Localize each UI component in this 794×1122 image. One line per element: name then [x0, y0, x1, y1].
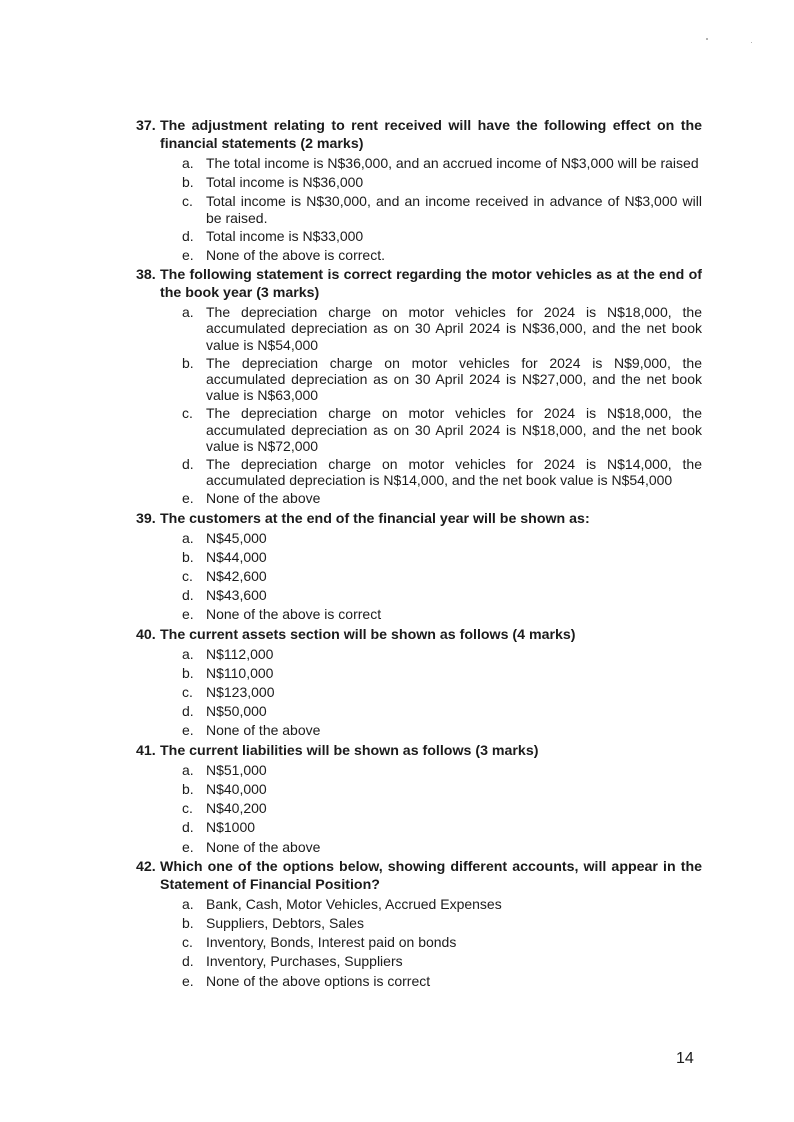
question-1	[136, 117, 702, 263]
option-letter: e.	[182, 972, 194, 989]
question-text: The following statement is correct regarding the motor vehicles as at the end of the book year (3 marks)	[160, 267, 702, 302]
option-letter: c.	[182, 568, 193, 585]
answer-option	[136, 781, 702, 797]
option-text: Total income is N$36,000	[206, 174, 364, 191]
option-letter: c.	[182, 934, 193, 951]
option-letter: a.	[182, 645, 194, 662]
option-letter: b.	[182, 780, 194, 797]
answer-options	[136, 304, 702, 506]
question-heading	[136, 266, 702, 302]
answer-option	[136, 405, 702, 454]
option-text: None of the above options is correct	[206, 972, 431, 989]
answer-option	[136, 355, 702, 404]
option-text: Bank, Cash, Motor Vehicles, Accrued Expenses	[206, 895, 502, 912]
option-text: Inventory, Bonds, Interest paid on bonds	[206, 934, 457, 951]
option-text: None of the above is correct	[206, 606, 382, 623]
option-letter: e.	[182, 838, 194, 855]
question-number: 38.	[136, 267, 156, 284]
option-letter: b.	[182, 664, 194, 681]
option-text: N$1000	[206, 819, 256, 836]
question-4	[136, 626, 702, 739]
option-letter: d.	[182, 953, 194, 970]
option-text: The depreciation charge on motor vehicles for 2024 is N$14,000, the accumulated depreciation is N$14,000, and the net book value is N$54,000	[206, 456, 702, 489]
question-6	[136, 858, 702, 989]
option-letter: c.	[182, 405, 193, 422]
option-text: N$50,000	[206, 703, 267, 720]
option-letter: d.	[182, 819, 194, 836]
answer-option	[136, 456, 702, 488]
option-text: The depreciation charge on motor vehicles for 2024 is N$18,000, the accumulated depreciation as on 30 April 2024 is N$36,000, and the net book value is N$54,000	[206, 304, 702, 353]
question-5	[136, 742, 702, 855]
question-3	[136, 510, 702, 623]
answer-option	[136, 606, 702, 622]
option-text: Inventory, Purchases, Suppliers	[206, 953, 403, 970]
answer-options	[136, 155, 702, 263]
question-text: Which one of the options below, showing different accounts, will appear in the Statement of Financial Position?	[160, 858, 702, 893]
option-letter: d.	[182, 587, 194, 604]
answer-option	[136, 530, 702, 546]
answer-options	[136, 646, 702, 739]
option-letter: a.	[182, 761, 194, 778]
question-text: The adjustment relating to rent received will have the following effect on the financial statements (2 marks)	[160, 118, 702, 152]
answer-option	[136, 722, 702, 738]
option-text: Total income is N$33,000	[206, 227, 364, 244]
answer-option	[136, 953, 702, 969]
answer-option	[136, 155, 702, 171]
option-letter: a.	[182, 155, 194, 171]
question-text: The current assets section will be shown as follows (4 marks)	[160, 626, 576, 643]
option-letter: e.	[182, 722, 194, 739]
option-text: Suppliers, Debtors, Sales	[206, 914, 364, 931]
option-letter: c.	[182, 193, 193, 210]
option-text: N$43,600	[206, 587, 267, 604]
answer-option	[136, 304, 702, 353]
question-heading	[136, 117, 702, 153]
answer-option	[136, 568, 702, 584]
answer-option	[136, 174, 702, 190]
answer-option	[136, 193, 702, 225]
scan-speck	[706, 38, 708, 40]
answer-option	[136, 490, 702, 506]
answer-option	[136, 896, 702, 912]
question-text: The current liabilities will be shown as follows (3 marks)	[160, 742, 539, 759]
option-text: None of the above	[206, 490, 321, 507]
question-number: 41.	[136, 742, 156, 759]
question-number: 42.	[136, 858, 156, 875]
option-text: The total income is N$36,000, and an accrued income of N$3,000 will be raised	[206, 155, 699, 171]
option-letter: a.	[182, 895, 194, 912]
question-list	[136, 117, 702, 992]
option-letter: e.	[182, 247, 194, 264]
option-letter: d.	[182, 703, 194, 720]
option-letter: e.	[182, 606, 194, 623]
option-text: None of the above	[206, 838, 321, 855]
question-heading	[136, 626, 702, 644]
option-text: N$45,000	[206, 529, 267, 546]
answer-option	[136, 915, 702, 931]
answer-option	[136, 819, 702, 835]
option-text: N$40,000	[206, 780, 267, 797]
answer-option	[136, 762, 702, 778]
question-number: 37.	[136, 118, 156, 134]
answer-options	[136, 530, 702, 623]
option-letter: b.	[182, 174, 194, 191]
question-number: 39.	[136, 510, 156, 527]
option-text: None of the above is correct.	[206, 247, 385, 264]
answer-option	[136, 839, 702, 855]
question-2	[136, 266, 702, 506]
option-text: N$110,000	[206, 664, 274, 681]
answer-option	[136, 549, 702, 565]
option-text: N$51,000	[206, 761, 267, 778]
option-letter: d.	[182, 227, 194, 244]
option-letter: a.	[182, 529, 194, 546]
option-text: The depreciation charge on motor vehicles for 2024 is N$9,000, the accumulated depreciation as on 30 April 2024 is N$27,000, and the net book value is N$63,000	[206, 354, 702, 404]
option-text: Total income is N$30,000, and an income received in advance of N$3,000 will be raised.	[206, 193, 702, 226]
question-heading	[136, 742, 702, 760]
option-letter: e.	[182, 490, 194, 507]
option-text: N$112,000	[206, 645, 274, 662]
option-letter: a.	[182, 304, 194, 321]
option-text: N$44,000	[206, 548, 267, 565]
answer-option	[136, 800, 702, 816]
answer-option	[136, 934, 702, 950]
answer-options	[136, 896, 702, 989]
option-text: The depreciation charge on motor vehicles for 2024 is N$18,000, the accumulated depreciation as on 30 April 2024 is N$18,000, and the net book value is N$72,000	[206, 405, 702, 454]
question-number: 40.	[136, 626, 156, 643]
question-text: The customers at the end of the financial year will be shown as:	[160, 510, 590, 527]
option-text: N$123,000	[206, 684, 275, 701]
answer-option	[136, 587, 702, 603]
answer-option	[136, 646, 702, 662]
answer-options	[136, 762, 702, 855]
question-heading	[136, 858, 702, 894]
question-heading	[136, 510, 702, 528]
option-letter: b.	[182, 354, 194, 371]
answer-option	[136, 228, 702, 244]
option-text: None of the above	[206, 722, 321, 739]
option-letter: b.	[182, 548, 194, 565]
option-letter: d.	[182, 456, 194, 473]
option-letter: c.	[182, 800, 193, 817]
answer-option	[136, 703, 702, 719]
answer-option	[136, 973, 702, 989]
answer-option	[136, 684, 702, 700]
answer-option	[136, 247, 702, 263]
option-text: N$42,600	[206, 568, 267, 585]
option-text: N$40,200	[206, 800, 267, 817]
page-number: 14	[676, 1050, 694, 1067]
answer-option	[136, 665, 702, 681]
option-letter: b.	[182, 914, 194, 931]
option-letter: c.	[182, 684, 193, 701]
scan-speck	[751, 42, 752, 43]
